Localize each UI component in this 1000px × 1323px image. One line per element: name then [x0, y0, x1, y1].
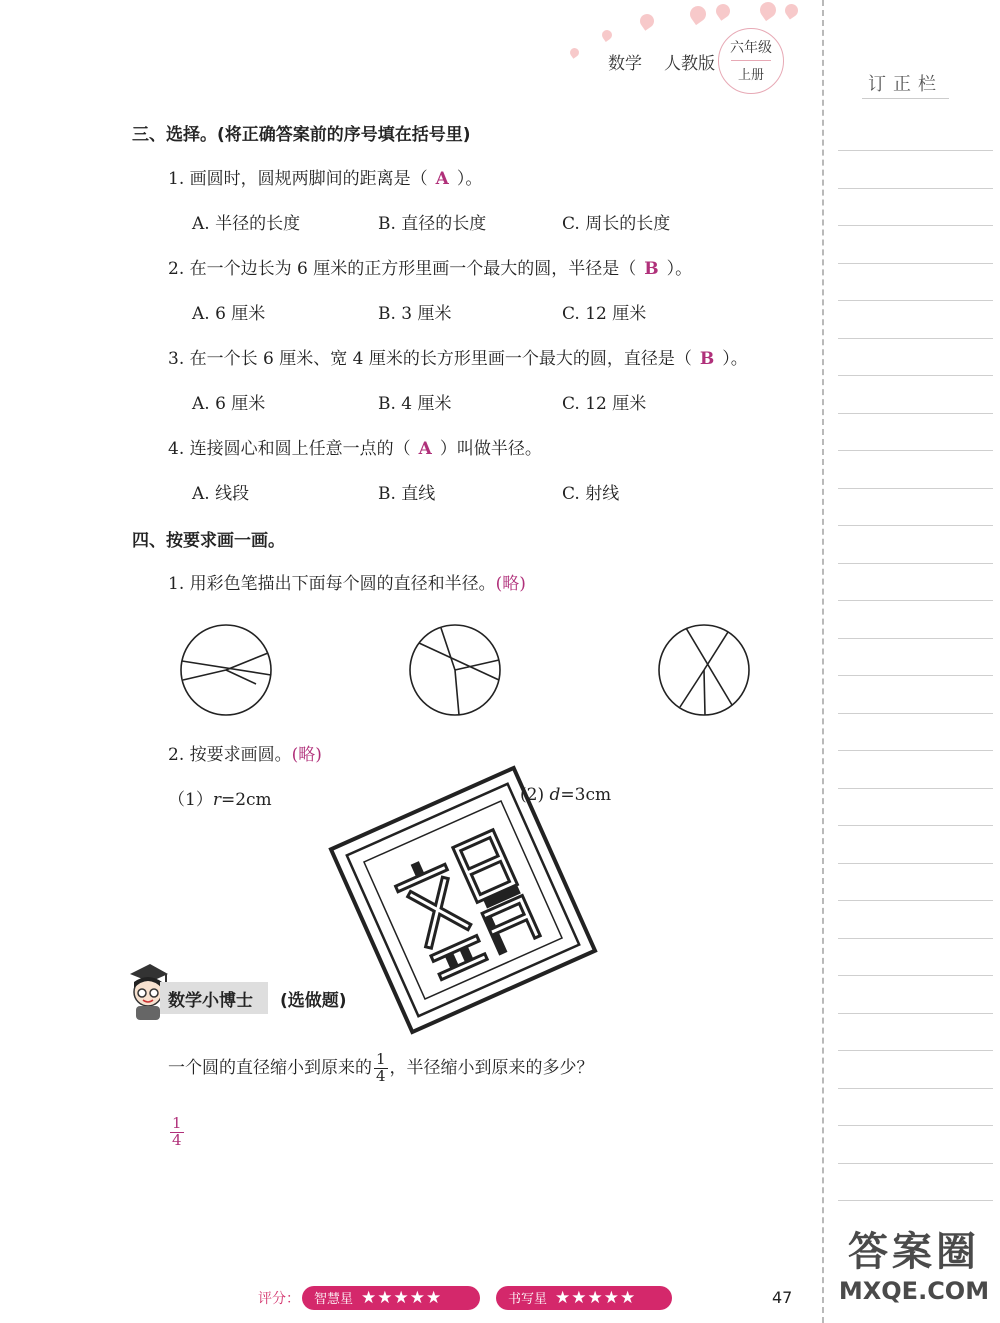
question-3-text: 3. 在一个长 6 厘米、宽 4 厘米的长方形里画一个最大的圆，直径是（ — [168, 349, 692, 369]
petal-decoration — [687, 3, 709, 25]
section-4-question-1 — [168, 569, 526, 594]
question-1 — [168, 164, 482, 189]
question-1-text-end: ）。 — [456, 169, 483, 189]
petal-decoration — [568, 46, 581, 59]
watermark-logo-text: 答案圈 — [848, 1229, 980, 1275]
circle-diagram-1 — [181, 625, 271, 715]
sub-question-1 — [168, 785, 272, 810]
page-number: 47 — [772, 1288, 793, 1307]
section-4-q1-text: 1. 用彩色笔描出下面每个圆的直径和半径。 — [168, 574, 496, 594]
question-3-answer: B — [699, 349, 715, 369]
fraction-denominator: 4 — [376, 1066, 386, 1085]
question-3 — [168, 344, 748, 369]
q2-option-b: B. 3 厘米 — [378, 304, 452, 324]
correction-line — [838, 413, 993, 414]
watermark-url: MXQE.COM — [838, 1277, 990, 1305]
wisdom-star-rating: ★★★★★ — [361, 1288, 443, 1308]
q1-option-c: C. 周长的长度 — [562, 214, 671, 234]
petal-decoration — [637, 11, 656, 30]
circle-diagram-3 — [659, 625, 749, 715]
writing-star-label: 书写星 — [508, 1292, 548, 1307]
diameter-value: =3cm — [560, 785, 612, 805]
correction-line — [838, 900, 993, 901]
correction-line — [838, 788, 993, 789]
section-4-q1-note: (略) — [495, 574, 526, 594]
correction-line — [838, 1163, 993, 1164]
q3-option-c: C. 12 厘米 — [562, 394, 647, 414]
correction-line — [838, 1200, 993, 1201]
q3-option-b: B. 4 厘米 — [378, 394, 452, 414]
question-2-answer: B — [644, 259, 659, 279]
section-4-title: 四、按要求画一画。 — [132, 531, 285, 551]
petal-decoration — [757, 0, 779, 21]
correction-line — [838, 150, 993, 151]
grade-label: 六年级 — [730, 40, 772, 56]
correction-line — [838, 600, 993, 601]
correction-line — [838, 338, 993, 339]
circle-diagrams — [170, 618, 770, 728]
question-4-text-end: ）叫做半径。 — [439, 439, 542, 459]
correction-line — [838, 1013, 993, 1014]
sub-question-1-label: （1） — [168, 790, 213, 810]
answer-denominator: 4 — [172, 1130, 182, 1149]
site-watermark — [828, 1228, 1000, 1323]
section-3-title: 三、选择。(将正确答案前的序号填在括号里) — [132, 125, 471, 145]
q4-option-a: A. 线段 — [192, 484, 250, 504]
correction-line — [838, 450, 993, 451]
correction-line — [838, 938, 993, 939]
grade-divider — [731, 60, 771, 61]
doctor-question-text-end: ，半径缩小到原来的多少？ — [389, 1057, 594, 1078]
diameter-variable: d — [549, 785, 561, 805]
correction-line — [838, 825, 993, 826]
section-4-question-2 — [168, 740, 322, 765]
radius-variable: r — [212, 790, 221, 810]
q2-option-a: A. 6 厘米 — [192, 304, 266, 324]
question-4-answer: A — [418, 439, 432, 459]
petal-decoration — [600, 28, 614, 42]
question-3-text-end: ）。 — [722, 349, 748, 369]
question-4 — [168, 434, 542, 459]
correction-line — [838, 563, 993, 564]
correction-line — [838, 675, 993, 676]
petal-decoration — [782, 1, 800, 19]
correction-line — [838, 188, 993, 189]
answer-fraction — [170, 1116, 184, 1149]
question-1-text: 1. 画圆时，圆规两脚间的距离是（ — [168, 169, 428, 189]
wisdom-star-label: 智慧星 — [314, 1292, 354, 1307]
question-2 — [168, 254, 692, 279]
sub-question-2-label: (2) — [520, 785, 545, 805]
q1-option-a: A. 半径的长度 — [192, 214, 301, 234]
score-label: 评分： — [258, 1291, 300, 1307]
q2-option-c: C. 12 厘米 — [562, 304, 647, 324]
fraction-numerator: 1 — [376, 1050, 386, 1068]
question-2-text-end: ）。 — [666, 259, 693, 279]
wisdom-star-badge — [302, 1286, 480, 1310]
answer-numerator: 1 — [172, 1114, 182, 1132]
seal-stamp — [318, 755, 608, 1045]
doctor-subtitle: (选做题) — [280, 991, 347, 1011]
question-2-text: 2. 在一个边长为 6 厘米的正方形里画一个最大的圆，半径是（ — [168, 259, 637, 279]
grade-badge — [718, 28, 784, 94]
volume-label: 上册 — [737, 68, 764, 83]
question-4-text: 4. 连接圆心和圆上任意一点的（ — [168, 439, 411, 459]
doctor-title: 数学小博士 — [168, 991, 253, 1011]
petal-decoration — [713, 1, 732, 20]
q3-option-a: A. 6 厘米 — [192, 394, 266, 414]
correction-line — [838, 1125, 993, 1126]
correction-line — [838, 488, 993, 489]
correction-line — [838, 750, 993, 751]
correction-line — [838, 1088, 993, 1089]
correction-line — [838, 263, 993, 264]
writing-star-badge — [496, 1286, 672, 1310]
section-4-q2-text: 2. 按要求画圆。 — [168, 745, 292, 765]
subject-label: 数学 — [608, 54, 642, 74]
writing-star-rating: ★★★★★ — [555, 1288, 637, 1308]
question-fraction — [374, 1052, 388, 1085]
section-4-q2-note: (略) — [291, 745, 322, 765]
doctor-question — [168, 1052, 594, 1085]
radius-value: =2cm — [220, 790, 272, 810]
edition-label: 人教版 — [664, 54, 715, 74]
circle-diagram-2 — [410, 625, 500, 715]
q4-option-b: B. 直线 — [378, 484, 436, 504]
correction-line — [838, 863, 993, 864]
correction-column-title: 订正栏 — [862, 68, 949, 99]
correction-line — [838, 638, 993, 639]
doctor-answer — [168, 1116, 186, 1149]
doctor-question-text: 一个圆的直径缩小到原来的 — [168, 1057, 372, 1078]
correction-line — [838, 975, 993, 976]
q1-option-b: B. 直径的长度 — [378, 214, 487, 234]
correction-line — [838, 225, 993, 226]
correction-line — [838, 525, 993, 526]
correction-line — [838, 300, 993, 301]
question-1-answer: A — [435, 169, 449, 189]
correction-line — [838, 1050, 993, 1051]
correction-line — [838, 375, 993, 376]
page-divider — [822, 0, 824, 1323]
correction-line — [838, 713, 993, 714]
q4-option-c: C. 射线 — [562, 484, 620, 504]
